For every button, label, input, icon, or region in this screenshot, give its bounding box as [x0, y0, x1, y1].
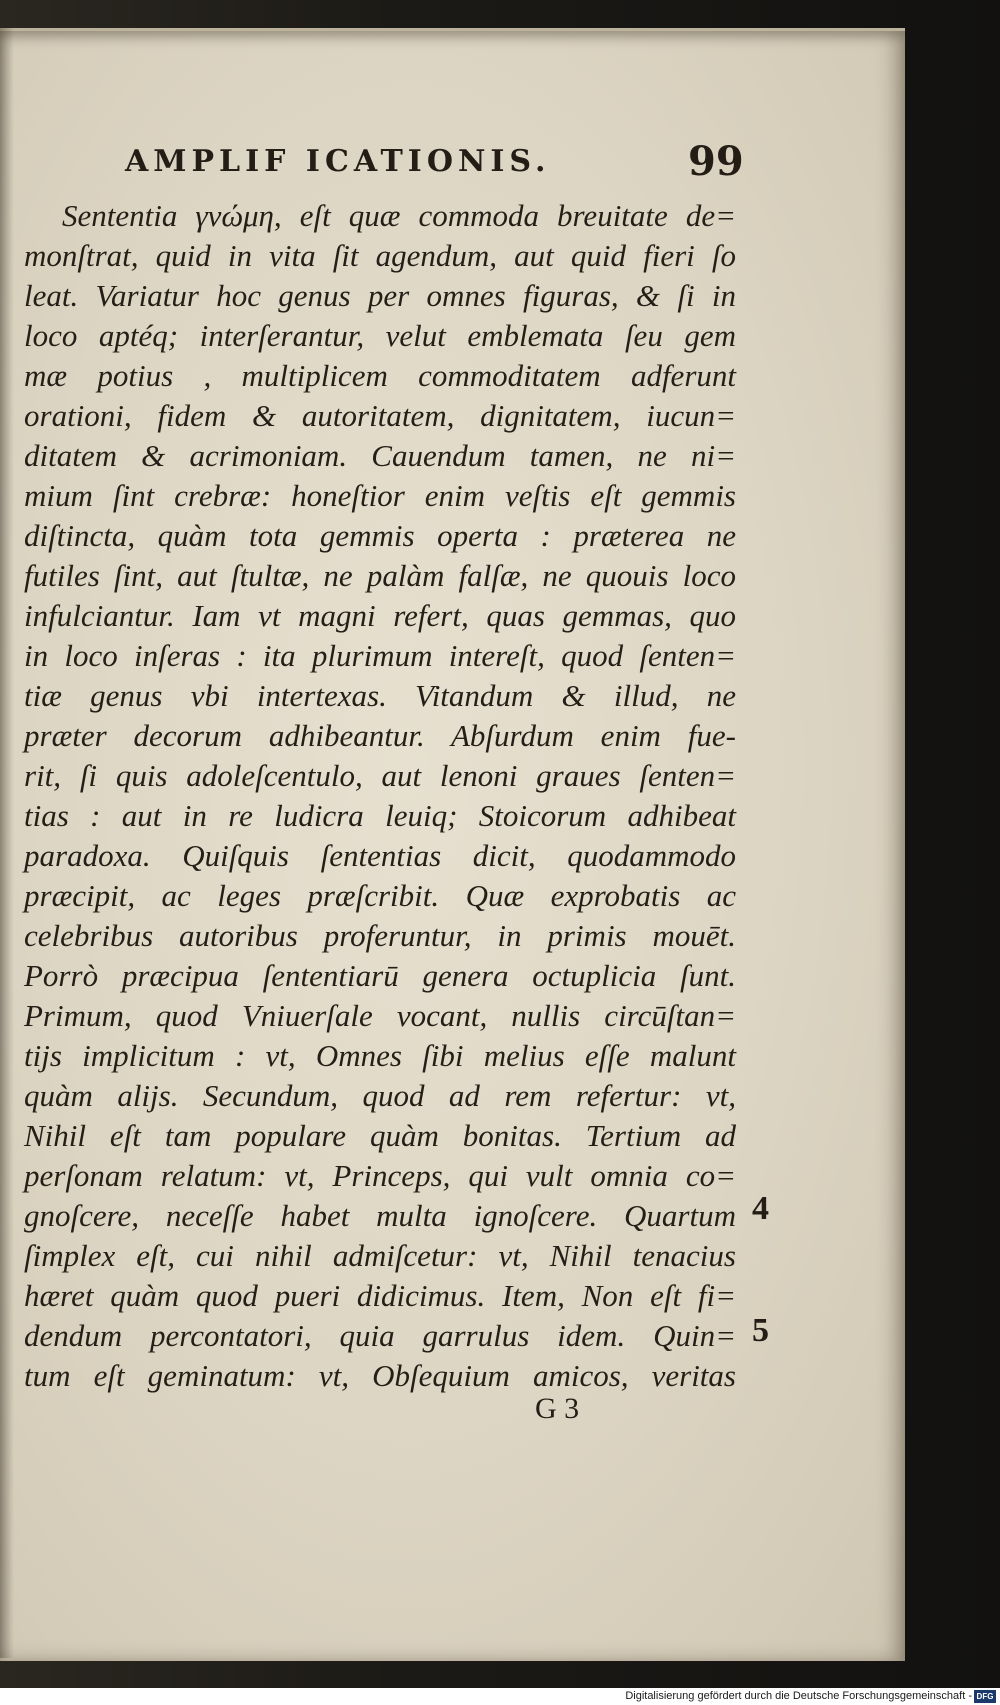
text-line: mium ſint crebræ: honeſtior enim veſtis eſt gemmis	[24, 478, 736, 513]
text-line: gnoſcere, neceſſe habet multa ignoſcere. Quartum	[24, 1198, 736, 1233]
text-line: Sententia γνώμη, eſt quæ commoda breuitate de=	[62, 198, 736, 233]
text-line: leat. Variatur hoc genus per omnes figuras, & ſi in	[24, 278, 736, 313]
text-line: infulciantur. Iam vt magni refert, quas gemmas, quo	[24, 598, 736, 633]
text-line: tum eſt geminatum: vt, Obſequium amicos, veritas	[24, 1358, 736, 1393]
text-line: dendum percontatori, quia garrulus idem. Quin=	[24, 1318, 736, 1353]
margin-note-5: 5	[752, 1312, 769, 1349]
digitization-footer	[0, 1688, 1000, 1705]
gutter-shadow	[0, 28, 14, 1658]
text-line: paradoxa. Quiſquis ſententias dicit, quodammodo	[24, 838, 736, 873]
text-line: futiles ſint, aut ſtultæ, ne palàm falſæ, ne quouis loco	[24, 558, 736, 593]
text-line: diſtincta, quàm tota gemmis operta : præterea ne	[24, 518, 736, 553]
margin-note-4: 4	[752, 1190, 769, 1227]
text-line: orationi, fidem & autoritatem, dignitatem, iucun=	[24, 398, 736, 433]
text-line: Nihil eſt tam populare quàm bonitas. Tertium ad	[24, 1118, 736, 1153]
text-line: monſtrat, quid in vita ſit agendum, aut quid fieri ſo	[24, 238, 736, 273]
text-line: in loco inſeras : ita plurimum intereſt, quod ſenten=	[24, 638, 736, 673]
funding-credit: Digitalisierung gefördert durch die Deutsche Forschungsgemeinschaft -	[625, 1690, 972, 1702]
text-line: ſimplex eſt, cui nihil admiſcetur: vt, Nihil tenacius	[24, 1238, 736, 1273]
text-line: mæ potius , multiplicem commoditatem adferunt	[24, 358, 736, 393]
running-head: AMPLIF ICATIONIS.	[125, 144, 551, 179]
text-line: celebribus autoribus proferuntur, in primis mouēt.	[24, 918, 736, 953]
text-line: Porrò præcipua ſententiarū genera octuplicia ſunt.	[24, 958, 736, 993]
text-line: hæret quàm quod pueri didicimus. Item, Non eſt fi=	[24, 1278, 736, 1313]
text-line: tias : aut in re ludicra leuiq; Stoicorum adhibeat	[24, 798, 736, 833]
text-line: perſonam relatum: vt, Princeps, qui vult omnia co=	[24, 1158, 736, 1193]
dfg-logo: DFG	[974, 1690, 996, 1703]
text-line: Primum, quod Vniuerſale vocant, nullis circūſtan=	[24, 998, 736, 1033]
page-header	[0, 140, 905, 190]
text-line: loco aptéq; interſerantur, velut emblemata ſeu gem	[24, 318, 736, 353]
body-text	[24, 196, 736, 1396]
text-line: præter decorum adhibeantur. Abſurdum enim fue-	[24, 718, 736, 753]
text-line: præcipit, ac leges præſcribit. Quæ exprobatis ac	[24, 878, 736, 913]
text-line: tijs implicitum : vt, Omnes ſibi melius eſſe malunt	[24, 1038, 736, 1073]
signature-mark: G 3	[535, 1392, 580, 1425]
text-line: ditatem & acrimoniam. Cauendum tamen, ne ni=	[24, 438, 736, 473]
page-number: 99	[688, 138, 744, 185]
text-line: quàm alijs. Secundum, quod ad rem refertur: vt,	[24, 1078, 736, 1113]
text-line: tiæ genus vbi intertexas. Vitandum & illud, ne	[24, 678, 736, 713]
text-line: rit, ſi quis adoleſcentulo, aut lenoni graues ſenten=	[24, 758, 736, 793]
